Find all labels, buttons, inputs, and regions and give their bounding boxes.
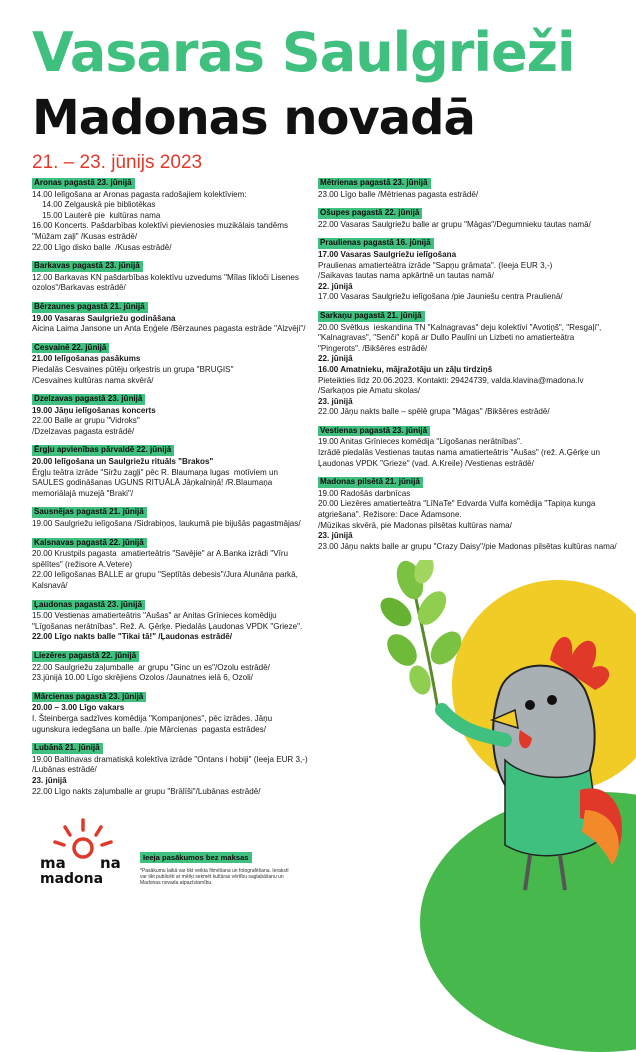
event-detail-line: 20.00 Liezēres amatierteātra "LīNaTe" Edvarda Vulfa komēdija "Tapiņa kunga atgriešana". Režisore: Dace Ādamsone. (318, 499, 598, 520)
event-detail-line: 14.00 Ielīgošana ar Aronas pagasta radošajiem kolektīviem: (32, 189, 247, 199)
event-block (32, 651, 308, 684)
event-block (318, 178, 618, 200)
event-location-heading: Kalsnavas pagastā 22. jūnijā (32, 538, 147, 549)
event-detail-line: 22. jūnijā (318, 354, 353, 364)
page-title: Vasaras Saulgrieži (32, 21, 575, 84)
event-detail-line: Pieteikties līdz 20.06.2023. Kontakti: 29424739, valda.klavina@madona.lv (318, 375, 584, 385)
event-block (32, 445, 308, 499)
event-detail-line: 22.00 Vasaras Saulgriežu balle ar grupu "Māgas"/Degumnieku tautas namā/ (318, 219, 591, 229)
event-detail-line: 17.00 Vasaras Saulgriežu ielīgošana /pie Jauniešu centra Praulienā/ (318, 292, 563, 302)
event-location-heading: Madonas pilsētā 21. jūnijā (318, 477, 423, 488)
logo-text-na: na (100, 854, 121, 872)
event-detail-line: 19.00 Radošās darbnīcas (318, 488, 411, 498)
event-detail-line: 19.00 Anitas Grīnieces komēdija "Līgošanas nerātnības". (318, 437, 523, 447)
page-subtitle: Madonas novadā (32, 90, 475, 146)
event-detail-line: Aicina Laima Jansone un Anta Eņģele /Bērzaunes pagasta estrāde "Alzvēji"/ (32, 324, 306, 334)
event-location-heading: Ļaudonas pagastā 23. jūnijā (32, 600, 145, 611)
event-location-heading: Aronas pagastā 23. jūnijā (32, 178, 135, 189)
event-detail-line: 22.00 Ielīgošanas BALLE ar grupu "Septītās debesis"/Jura Alunāna parkā, Kalsnavā/ (32, 570, 301, 590)
event-detail-line: 23.00 Līgo balle /Mētrienas pagasta estrādē/ (318, 189, 479, 199)
event-block (318, 208, 618, 230)
event-location-heading: Sarkaņu pagastā 21. jūnijā (318, 311, 425, 322)
event-location-heading: Liezēres pagastā 22. jūnijā (32, 651, 139, 662)
event-detail-line: 19.00 Baltinavas dramatiskā kolektīva izrāde "Ontans i hobiji" (Ieeja EUR 3,-) /Lubānas estrādē/ (32, 754, 310, 775)
event-detail-line: 19.00 Vasaras Saulgriežu godināšana (32, 313, 176, 323)
event-block (318, 238, 618, 303)
event-detail-line: Izrādē piedalās Vestienas tautas nama amatierteātris "Aušas" (rež. A.Ģērķe un Ļaudonas VPDK "Grieze" (vad. A.Kreile) /Vestienas estrādē/ (318, 448, 603, 468)
event-detail-line: 16.00 Amatnieku, mājražotāju un zāļu tirdziņš (318, 364, 493, 374)
event-detail-line: /Sarkaņos pie Amatu skolas/ (318, 386, 421, 396)
footer-note: *Pasākumu laikā var tikt veikta filmēšana un fotografēšana. Ierakstī var tikt publicēti ar mērķi sekmēt kultūras vērtību saglabāšanu un Madonas novada atpazīstamību. (140, 868, 289, 886)
event-detail-line: 19.00 Saulgriežu ielīgošana /Sidrabiņos, laukumā pie bijušās pagastmājas/ (32, 519, 301, 529)
event-location-heading: Lubānā 21. jūnijā (32, 743, 103, 754)
events-right-column (318, 178, 618, 560)
event-block (32, 507, 308, 529)
event-block (32, 178, 308, 253)
event-detail-line: 20.00 Ielīgošana un Saulgriežu rituāls "Brakos" (32, 457, 214, 467)
event-block (32, 394, 308, 437)
event-block (32, 302, 308, 335)
event-detail-line: 17.00 Vasaras Saulgriežu ielīgošana (318, 249, 457, 259)
event-detail-line: /Mūzikas skvērā, pie Madonas pilsētas kultūras nama/ (318, 520, 512, 530)
event-detail-line: 14.00 Zelgauskā pie bibliotēkas (42, 200, 156, 210)
event-location-heading: Bērzaunes pagastā 21. jūnijā (32, 302, 148, 313)
event-location-heading: Dzelzavas pagastā 23. jūnijā (32, 394, 145, 405)
event-block (32, 600, 308, 643)
event-detail-line: 20.00 Krustpils pagasta amatierteātris "Savējie" ar A.Banka izrādi "Vīru spēlītes" (režisore A.Vetere) (32, 549, 291, 569)
event-block (318, 311, 618, 418)
event-detail-line: Piedalās Cesvaines pūtēju orķestris un grupa "BRUĢIS" (32, 364, 234, 374)
event-block (32, 343, 308, 386)
event-detail-line: 22.00 Līgo nakts balle "Tikai tā!" /Ļaudonas estrādē/ (32, 632, 233, 642)
event-detail-line: 22.00 Jāņu nakts balle – spēlē grupa "Māgas" /Bikšēres estrādē/ (318, 407, 550, 417)
events-left-column (32, 178, 308, 805)
oak-branch-icon (380, 560, 467, 710)
event-location-heading: Barkavas pagastā 23. jūnijā (32, 261, 143, 272)
event-detail-line: 23.jūnijā 10.00 Līgo skrējiens Ozolos /Jaunatnes ielā 6, Ozoli/ (32, 673, 253, 683)
event-location-heading: Cesvainē 22. jūnijā (32, 343, 109, 354)
logo-text-ma: ma (40, 854, 66, 872)
event-detail-line: Praulienas amatierteātra izrāde "Sapņu grāmata". (Ieeja EUR 3,-) (318, 260, 553, 270)
event-detail-line: /Dzelzavas pagasta estrādē/ (32, 426, 135, 436)
event-detail-line: /Cesvaines kultūras nama skvērā/ (32, 375, 154, 385)
event-location-heading: Sausnējas pagastā 21. jūnijā (32, 507, 147, 518)
event-block (32, 538, 308, 592)
event-block (32, 743, 308, 797)
event-location-heading: Ērgļu apvienības pārvaldē 22. jūnijā (32, 445, 174, 456)
event-block (32, 261, 308, 294)
event-detail-line: 20.00 – 3.00 Līgo vakars (32, 703, 125, 713)
event-block (318, 426, 618, 469)
event-dates: 21. – 23. jūnijs 2023 (32, 152, 203, 173)
event-detail-line: 16.00 Koncerts. Pašdarbības kolektīvi pievienosies muzikālais tandēms "Mūžam zaļi" /Kusas estrādē/ (32, 221, 291, 241)
event-detail-line: I. Šteinberga sadzīves komēdija "Kompanjones", pēc izrādes. Jāņu ugunskura iedegšana un balle. /pie Mārcienas pagasta estrādes/ (32, 713, 275, 734)
event-detail-line: 19.00 Jāņu ielīgošanas koncerts (32, 405, 156, 415)
event-block (32, 692, 308, 735)
event-detail-line: 12.00 Barkavas KN pašdarbības kolektīvu uzvedums "Mīlas līkloči Lisenes ozolos"/Barkavas estrādē/ (32, 272, 302, 293)
free-entry-badge: Ieeja pasākumos bez maksas (140, 852, 252, 863)
event-location-heading: Praulienas pagastā 16. jūnijā (318, 238, 434, 249)
event-detail-line: 22. jūnijā (318, 281, 353, 291)
event-detail-line: Ērgļu teātra izrāde "Siržu zagļi" pēc R. Blaumaņa lugas motīviem un SAULES godināšanas UGUNS RITUĀLĀ Jāņkalniņā! /R.Blaumaņa memoriālajā muzejā "Braki"/ (32, 467, 281, 498)
event-detail-line: 23.00 Jāņu nakts balle ar grupu "Crazy Daisy"/pie Madonas pilsētas kultūras nama/ (318, 541, 617, 551)
event-detail-line: 23. jūnijā (32, 775, 67, 785)
event-location-heading: Mārcienas pagastā 23. jūnijā (32, 692, 146, 703)
event-detail-line: /Saikavas tautas nama apkārtnē un tautas namā/ (318, 271, 494, 281)
event-detail-line: 22.00 Līgo disko balle /Kusas estrādē/ (32, 242, 172, 252)
event-detail-line: 22.00 Balle ar grupu "Vidroks" (32, 416, 140, 426)
event-location-heading: Ošupes pagastā 22. jūnijā (318, 208, 422, 219)
event-detail-line: 23. jūnijā (318, 531, 353, 541)
event-detail-line: 15.00 Vestienas amatierteātris "Aušas" ar Anitas Grīnieces komēdiju "Līgošanas nerātnības". Rež. A. Ģērķe. Piedalās Ļaudonas VPDK "Grieze". (32, 611, 303, 631)
event-detail-line: 15.00 Lauterē pie kultūras nama (42, 210, 161, 220)
event-detail-line: 21.00 Ielīgošanas pasākums (32, 354, 141, 364)
event-detail-line: 23. jūnijā (318, 396, 353, 406)
event-location-heading: Mētrienas pagastā 23. jūnijā (318, 178, 431, 189)
event-detail-line: 22.00 Saulgriežu zaļumballe ar grupu "Ginc un es"/Ozolu estrādē/ (32, 662, 270, 672)
event-detail-line: 20.00 Svētkus ieskandina TN "Kalnagravas" deju kolektīvi "Avotiņš", "Resgaļi", "Kalnagravas", "Senči" kopā ar Dullo Paulīni un Lizbeti no amatierteātra "Pingerots". /Bikšēres estrādē/ (318, 322, 604, 353)
rooster-with-oak-branch-icon (380, 560, 636, 900)
event-detail-line: 22.00 Līgo nakts zaļumballe ar grupu "Brālīši"/Lubānas estrādē/ (32, 786, 261, 796)
event-location-heading: Vestienas pagastā 23. jūnijā (318, 426, 430, 437)
event-block (318, 477, 618, 552)
logo-text-madona: madona (40, 871, 104, 887)
